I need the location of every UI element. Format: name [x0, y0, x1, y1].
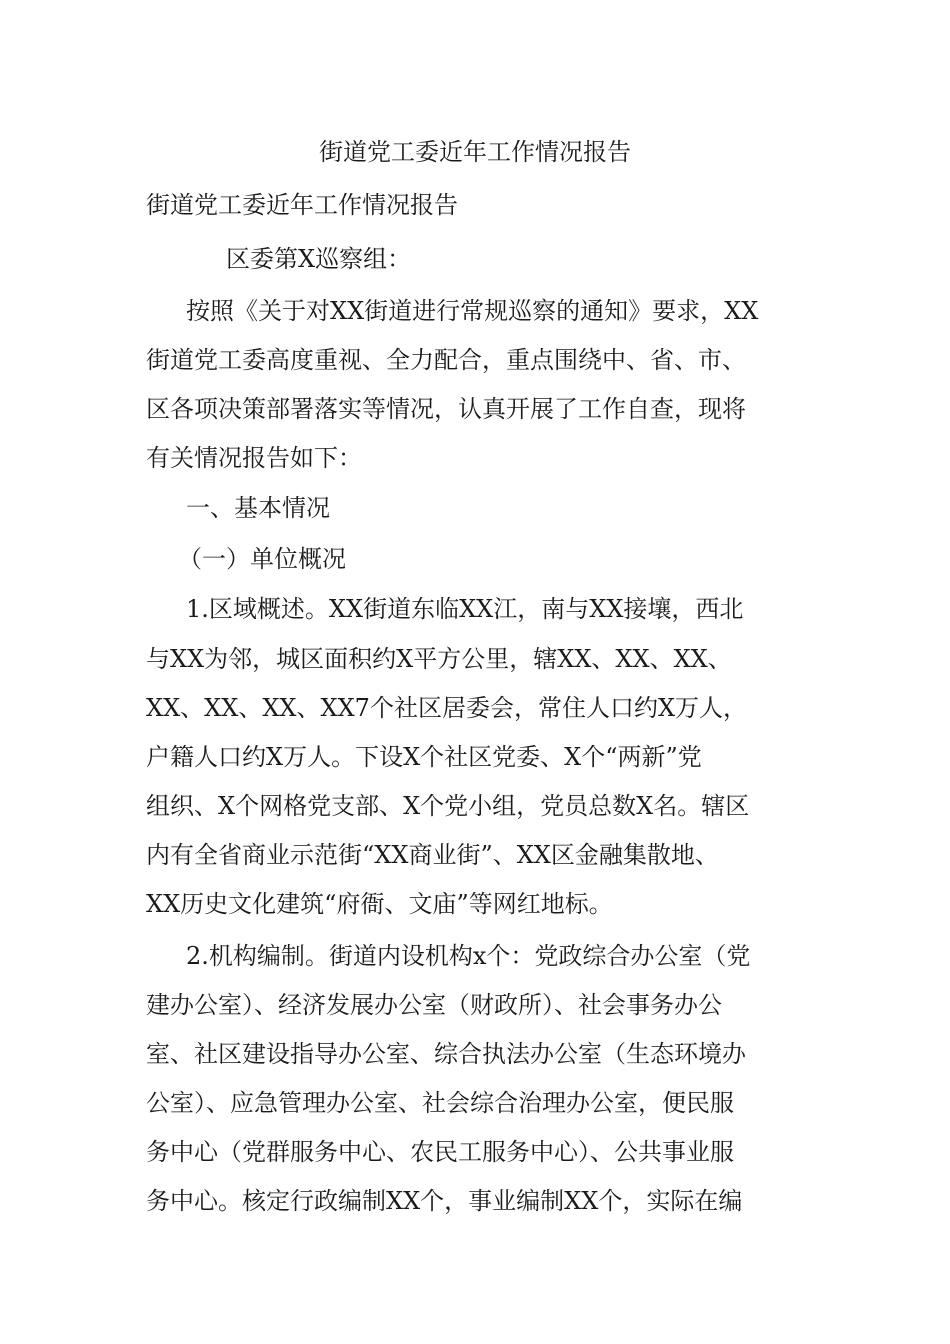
paragraph-line: 2.机构编制。街道内设机构x个：党政综合办公室（党 [186, 941, 751, 970]
paragraph-line: 务中心（党群服务中心、农民工服务中心）、公共事业服 [146, 1138, 734, 1166]
region-overview-paragraph [146, 584, 808, 929]
section-heading: 一、基本情况 [186, 494, 330, 522]
intro-line: 区各项决策部署落实等情况，认真开展了工作自查，现将 [146, 395, 746, 423]
paragraph-line: XX历史文化建筑“府衙、文庙”等网红地标。 [146, 889, 613, 918]
paragraph-line: 公室）、应急管理办公室、社会综合治理办公室，便民服 [146, 1089, 734, 1117]
paragraph-line: 建办公室）、经济发展办公室（财政所）、社会事务办公 [146, 991, 722, 1019]
document-body [146, 180, 808, 1226]
organization-paragraph [146, 931, 808, 1227]
intro-paragraph [146, 287, 808, 483]
paragraph-line: 务中心。核定行政编制XX个，事业编制XX个，实际在编 [146, 1187, 743, 1215]
intro-line: 有关情况报告如下： [146, 444, 362, 472]
subsection-heading: （一）单位概况 [178, 544, 346, 573]
paragraph-line: 室、社区建设指导办公室、综合执法办公室（生态环境办 [146, 1040, 746, 1068]
paragraph-line: 户籍人口约X万人。下设X个社区党委、X个“两新”党 [146, 742, 702, 771]
paragraph-line: XX、XX、XX、XX7个社区居委会，常住人口约X万人， [146, 693, 748, 722]
paragraph-line: 组织、X个网格党支部、X个党小组，党员总数X名。辖区 [146, 791, 750, 820]
paragraph-line: 1.区域概述。XX街道东临XX江，南与XX接壤，西北 [186, 595, 744, 623]
paragraph-line: 内有全省商业示范街“XX商业街”、XX区金融集散地、 [146, 840, 719, 869]
paragraph-line: 与XX为邻，城区面积约X平方公里，辖XX、XX、XX、 [146, 644, 732, 673]
document-subtitle: 街道党工委近年工作情况报告 [146, 191, 458, 219]
intro-line: 街道党工委高度重视、全力配合，重点围绕中、省、市、 [146, 346, 746, 374]
intro-line: 按照《关于对XX街道进行常规巡察的通知》要求，XX [186, 297, 759, 325]
salutation: 区委第X巡察组： [226, 245, 412, 273]
document-title: 街道党工委近年工作情况报告 [319, 138, 631, 166]
